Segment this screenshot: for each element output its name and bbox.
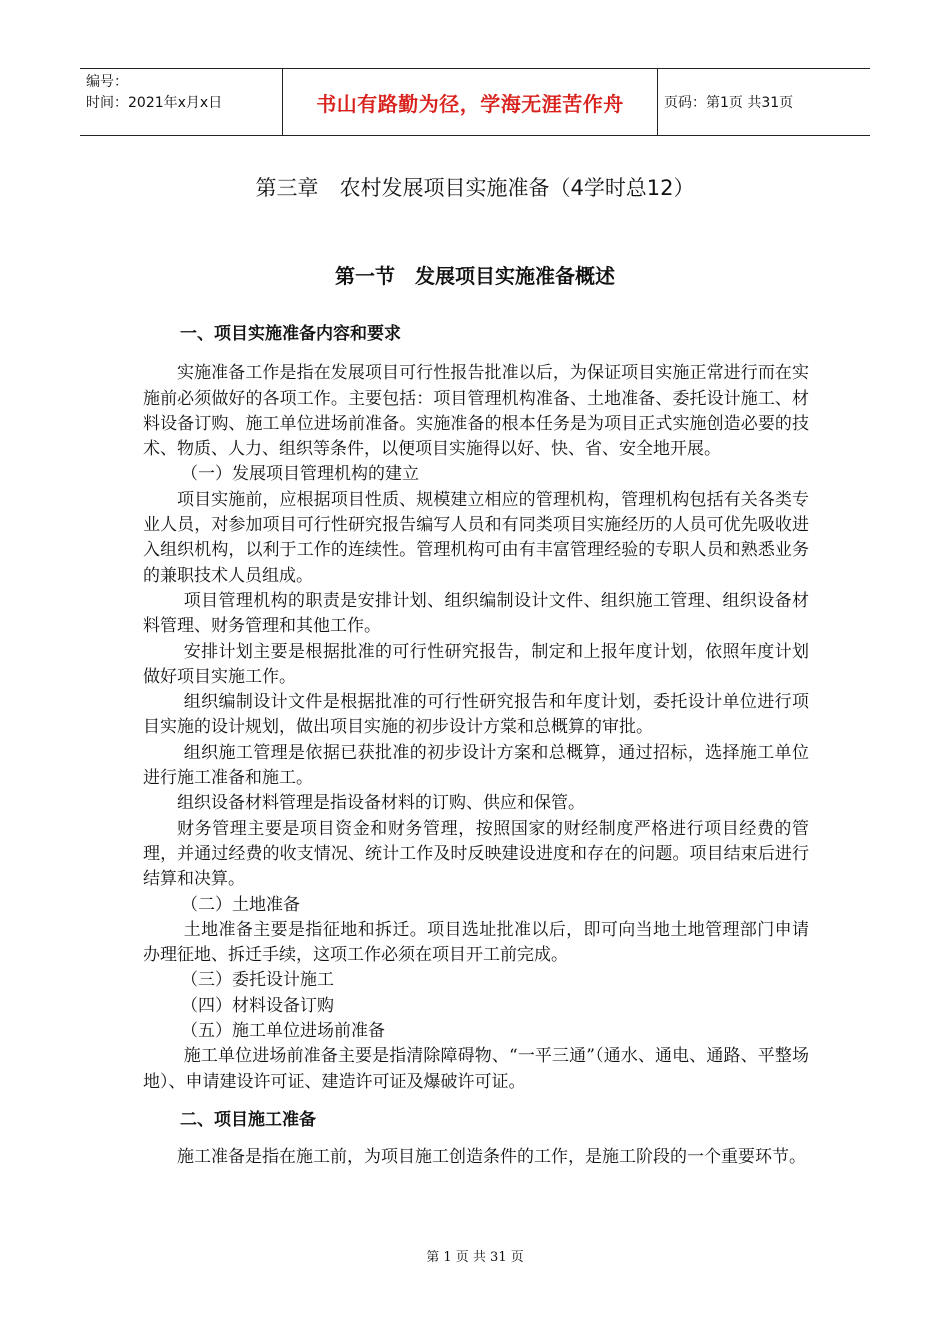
subheading-2: （二）土地准备 bbox=[181, 894, 300, 915]
part1-heading: 一、项目实施准备内容和要求 bbox=[180, 324, 401, 344]
paragraph-6: 组织设备材料管理是指设备材料的订购、供应和保管。 bbox=[177, 793, 585, 814]
paragraph-4: 组织编制设计文件是根据批准的可行性研究报告和年度计划，委托设计单位进行项目实施的设计规划，做出项目实施的初步设计方棠和总概算的审批。 bbox=[143, 692, 809, 738]
subheading-5: （五）施工单位进场前准备 bbox=[181, 1021, 385, 1042]
paragraph-1: 项目实施前，应根据项目性质、规模建立相应的管理机构，管理机构包括有关各类专业人员，对参加项目可行性研究报告编写人员和有同类项目实施经历的人员可优先吸收进入组织机构，以利于工作的连续性。管理机构可由有丰富管理经验的专职人员和熟悉业务的兼职技术人员组成。 bbox=[143, 489, 809, 586]
page-header bbox=[80, 68, 870, 136]
paragraph-2: 项目管理机构的职责是安排计划、组织编制设计文件、组织施工管理、组织设备材料管理、财务管理和其他工作。 bbox=[143, 590, 809, 637]
paragraph-7: 财务管理主要是项目资金和财务管理，按照国家的财经制度严格进行项目经费的管理，并通过经费的收支情况、统计工作及时反映建设进度和存在的问题。项目结束后进行结算和决算。 bbox=[143, 818, 809, 890]
subheading-4: （四）材料设备订购 bbox=[181, 995, 334, 1016]
subheading-3: （三）委托设计施工 bbox=[181, 970, 334, 991]
header-motto: 书山有路勤为径，学海无涯苦作舟 bbox=[316, 91, 624, 116]
part2-heading: 二、项目施工准备 bbox=[180, 1109, 316, 1130]
section-title: 第一节 发展项目实施准备概述 bbox=[335, 264, 615, 288]
part2-paragraph-1: 施工准备是指在施工前，为项目施工创造条件的工作，是施工阶段的一个重要环节。 bbox=[177, 1147, 806, 1168]
paragraph-9: 施工单位进场前准备主要是指清除障碍物、“一平三通”（通水、通电、通路、平整场地）、申请建设许可证、建造许可证及爆破许可证。 bbox=[143, 1046, 809, 1092]
paragraph-5: 组织施工管理是依据已获批准的初步设计方案和总概算，通过招标，选择施工单位进行施工准备和施工。 bbox=[143, 742, 809, 789]
header-motto-cell bbox=[282, 69, 658, 135]
paragraph-8: 土地准备主要是指征地和拆迁。项目选址批准以后，即可向当地土地管理部门申请办理征地、拆迁手续，这项工作必须在项目开工前完成。 bbox=[143, 919, 809, 966]
header-page-info: 页码：第1页 共31页 bbox=[664, 95, 794, 111]
chapter-title: 第三章 农村发展项目实施准备（4学时总12） bbox=[255, 176, 695, 200]
subheading-1: （一）发展项目管理机构的建立 bbox=[181, 464, 419, 485]
paragraph-3: 安排计划主要是根据批准的可行性研究报告，制定和上报年度计划，依照年度计划做好项目实施工作。 bbox=[143, 641, 809, 687]
part1-intro: 实施准备工作是指在发展项目可行性报告批准以后，为保证项目实施正常进行而在实施前必须做好的各项工作。主要包括：项目管理机构准备、土地准备、委托设计施工、材料设备订购、施工单位进场前准备。实施准备的根本任务是为项目正式实施创造必要的技术、物质、人力、组织等条件，以便项目实施得以好、快、省、安全地开展。 bbox=[143, 363, 809, 460]
document-body bbox=[143, 322, 809, 1171]
number-label: 编号： bbox=[86, 74, 128, 90]
page-footer: 第 1 页 共 31 页 bbox=[426, 1250, 524, 1265]
time-label: 时间：2021年x月x日 bbox=[86, 95, 223, 111]
header-meta bbox=[80, 69, 282, 135]
